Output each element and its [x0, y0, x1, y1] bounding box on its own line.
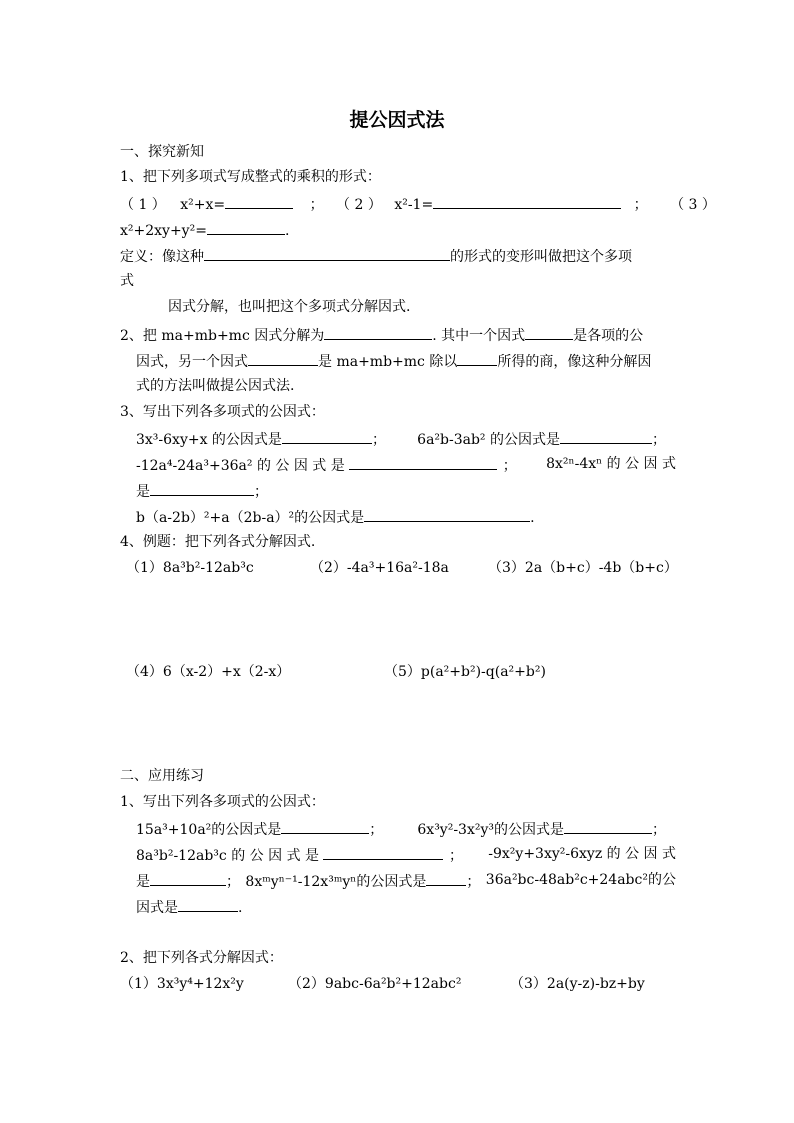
s2-expr: 是 — [136, 874, 150, 890]
q4-label: 4、例题：把下列各式分解因式. — [120, 534, 316, 550]
q2-line2 — [136, 350, 651, 372]
separator: ； — [226, 874, 240, 890]
q4-problem-2: （2）-4a³+16a²-18a — [310, 560, 449, 576]
q1-sep: ； — [309, 197, 324, 213]
q2-line1 — [120, 324, 643, 346]
s2-q1-line1 — [136, 818, 666, 840]
answer-blank[interactable] — [324, 324, 432, 340]
q1-c-expr: x²+2xy+y²= — [120, 223, 207, 239]
section-heading-1: 一、探究新知 — [120, 144, 204, 160]
q3-expr: 是 — [136, 484, 150, 500]
q2-text: 是各项的公 — [573, 328, 644, 344]
q1-b-num: （ 2 ） — [336, 197, 382, 213]
def-pre: 定义：像这种 — [120, 249, 204, 265]
answer-blank[interactable] — [150, 480, 254, 496]
q3-expr: 3x³-6xy+x 的公因式是 — [136, 432, 282, 448]
s2-q1-label: 1、写出下列各多项式的公因式： — [120, 794, 325, 810]
answer-blank[interactable] — [248, 350, 318, 366]
q4-problem-3: （3）2a（b+c）-4b（b+c） — [488, 560, 678, 576]
q2-text: . 其中一个因式 — [432, 328, 526, 344]
separator: ； — [449, 848, 463, 864]
answer-blank[interactable] — [560, 428, 652, 444]
q1-b-expr: x²-1= — [394, 197, 434, 213]
answer-blank[interactable] — [178, 896, 238, 912]
q2-text: 2、把 ma+mb+mc 因式分解为 — [120, 328, 325, 344]
answer-blank[interactable] — [457, 350, 497, 366]
q1-label: 1、把下列多项式写成整式的乘积的形式： — [120, 169, 381, 185]
separator: ； — [369, 822, 384, 838]
q3-line2 — [136, 454, 676, 476]
q3-line3 — [136, 480, 268, 502]
section-heading-2: 二、应用练习 — [120, 768, 204, 784]
q3-expr: 8x²ⁿ-4xⁿ 的 公 因 式 — [546, 456, 676, 472]
s2-q2-label: 2、把下列各式分解因式： — [120, 950, 283, 966]
answer-blank[interactable] — [364, 506, 530, 522]
answer-blank[interactable] — [323, 844, 443, 860]
s2-q2-problem-2: （2）9abc-6a²b²+12abc² — [288, 976, 462, 992]
q1-row — [120, 193, 716, 215]
answer-blank[interactable] — [564, 818, 652, 834]
separator: ； — [371, 432, 386, 448]
q4-problem-4: （4）6（x-2）+x（2-x） — [126, 664, 291, 680]
q2-text: 是 ma+mb+mc 除以 — [318, 354, 458, 370]
separator: ； — [466, 874, 481, 890]
answer-blank[interactable] — [207, 219, 285, 235]
separator: ； — [502, 458, 517, 474]
page-title: 提公因式法 — [349, 109, 445, 131]
q4-problem-5: （5）p(a²+b²)-q(a²+b²) — [384, 664, 546, 680]
definition — [120, 245, 632, 267]
q3-expr: b（a-2b）²+a（2b-a）²的公因式是 — [136, 510, 365, 526]
answer-blank[interactable] — [281, 818, 369, 834]
s2-expr: 36a²bc-48ab²c+24abc²的公 — [485, 872, 676, 888]
s2-q2-problem-1: （1）3x³y⁴+12x²y — [120, 976, 244, 992]
q2-text: 所得的商，像这种分解因 — [497, 354, 652, 370]
q1-end: . — [284, 223, 290, 239]
answer-blank[interactable] — [225, 193, 293, 209]
answer-blank[interactable] — [150, 870, 226, 886]
q3-line1 — [136, 428, 666, 450]
answer-blank[interactable] — [525, 324, 573, 340]
def-wrap: 式 — [120, 273, 134, 289]
q3-expr: 6a²b-3ab² 的公因式是 — [417, 432, 560, 448]
q1-a-expr: x²+x= — [180, 197, 226, 213]
q1-row-2 — [120, 219, 289, 241]
q2-text: 因式，另一个因式 — [136, 354, 248, 370]
def-post: 的形式的变形叫做把这个多项 — [450, 249, 632, 265]
separator: ； — [652, 822, 666, 838]
q2-line3: 式的方法叫做提公因式法. — [136, 378, 295, 394]
s2-expr: -9x²y+3xy²-6xyz 的 公 因 式 — [488, 846, 676, 862]
q1-sep: ； — [633, 197, 648, 213]
q4-problem-1: （1）8a³b²-12ab³c — [126, 560, 254, 576]
s2-q1-line3 — [136, 870, 676, 892]
q1-c-num: （ 3 ） — [670, 197, 716, 213]
s2-q1-line2 — [136, 844, 676, 866]
answer-blank[interactable] — [204, 245, 450, 261]
def-line2: 因式分解，也叫把这个多项式分解因式. — [168, 299, 411, 315]
answer-blank[interactable] — [282, 428, 372, 444]
answer-blank[interactable] — [426, 870, 466, 886]
s2-expr: 6x³y²-3x²y³的公因式是 — [417, 822, 564, 838]
answer-blank[interactable] — [349, 454, 497, 470]
s2-expr: 8a³b²-12ab³c 的 公 因 式 是 — [136, 848, 319, 864]
q3-line4 — [136, 506, 535, 528]
s2-expr: 8xᵐyⁿ⁻¹-12x³ᵐyⁿ的公因式是 — [245, 874, 427, 890]
q1-a-num: （ 1 ） — [120, 197, 166, 213]
s2-expr: 15a³+10a²的公因式是 — [136, 822, 282, 838]
s2-expr: 因式是 — [136, 900, 178, 916]
separator: . — [238, 900, 243, 916]
s2-q1-line4 — [136, 896, 242, 918]
separator: ； — [652, 432, 666, 448]
separator: . — [530, 510, 535, 526]
s2-q2-problem-3: （3）2a(y-z)-bz+by — [510, 976, 645, 992]
answer-blank[interactable] — [433, 193, 621, 209]
q3-label: 3、写出下列各多项式的公因式： — [120, 404, 325, 420]
q3-expr: -12a⁴-24a³+36a² 的 公 因 式 是 — [136, 458, 345, 474]
separator: ； — [254, 484, 268, 500]
